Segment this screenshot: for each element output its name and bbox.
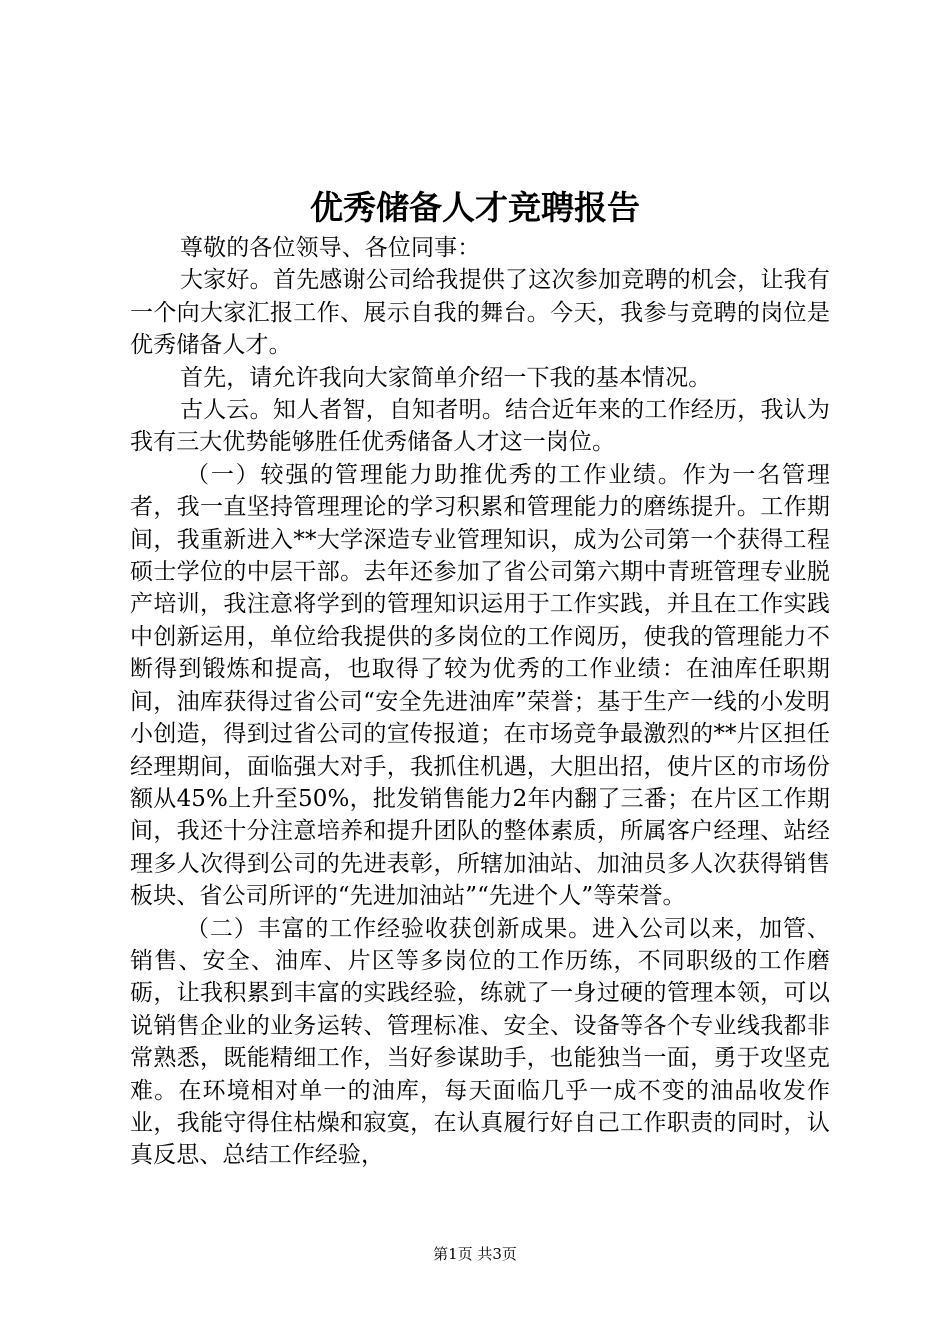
management-ability-paragraph: （一）较强的管理能力助推优秀的工作业绩。作为一名管理者，我一直坚持管理理论的学习积累和管理能力的磨练提升。工作期间，我重新进入**大学深造专业管理知识，成为公司第一个获得工程硕士学位的中层干部。去年还参加了省公司第六期中青班管理专业脱产培训，我注意将学到的管理知识运用于工作实践，并且在工作实践中创新运用，单位给我提供的多岗位的工作阅历，使我的管理能力不断得到锻炼和提高，也取得了较为优秀的工作业绩：在油库任职期间，油库获得过省公司“安全先进油库”荣誉；基于生产一线的小发明小创造，得到过省公司的宣传报道；在市场竞争最激烈的**片区担任经理期间，面临强大对手，我抓住机遇，大胆出招，使片区的市场份额从45%上升至50%，批发销售能力2年内翻了三番；在片区工作期间，我还十分注意培养和提升团队的整体素质，所属客户经理、站经理多人次得到公司的先进表彰，所辖加油站、加油员多人次获得销售板块、省公司所评的“先进加油站”“先进个人”等荣誉。 (130, 461, 830, 910)
document-body (130, 232, 830, 1172)
page-footer: 第1页 共3页 (433, 1245, 517, 1263)
advantages-paragraph: 古人云。知人者智，自知者明。结合近年来的工作经历，我认为我有三大优势能够胜任优秀储备人才这一岗位。 (130, 397, 830, 456)
greeting-paragraph: 大家好。首先感谢公司给我提供了这次参加竞聘的机会，让我有一个向大家汇报工作、展示自我的舞台。今天，我参与竞聘的岗位是优秀储备人才。 (130, 267, 830, 359)
salutation-paragraph: 尊敬的各位领导、各位同事： (180, 235, 481, 261)
document-title: 优秀储备人才竞聘报告 (310, 188, 640, 227)
work-experience-paragraph: （二）丰富的工作经验收获创新成果。进入公司以来，加管、销售、安全、油库、片区等多岗位的工作历练，不同职级的工作磨砺，让我积累到丰富的实践经验，练就了一身过硬的管理本领，可以说销售企业的业务运转、管理标准、安全、设备等各个专业线我都非常熟悉，既能精细工作，当好参谋助手，也能独当一面，勇于攻坚克难。在环境相对单一的油库，每天面临几乎一成不变的油品收发作业，我能守得住枯燥和寂寞，在认真履行好自己工作职责的同时，认真反思、总结工作经验， (130, 915, 830, 1169)
intro-paragraph: 首先，请允许我向大家简单介绍一下我的基本情况。 (180, 364, 712, 391)
